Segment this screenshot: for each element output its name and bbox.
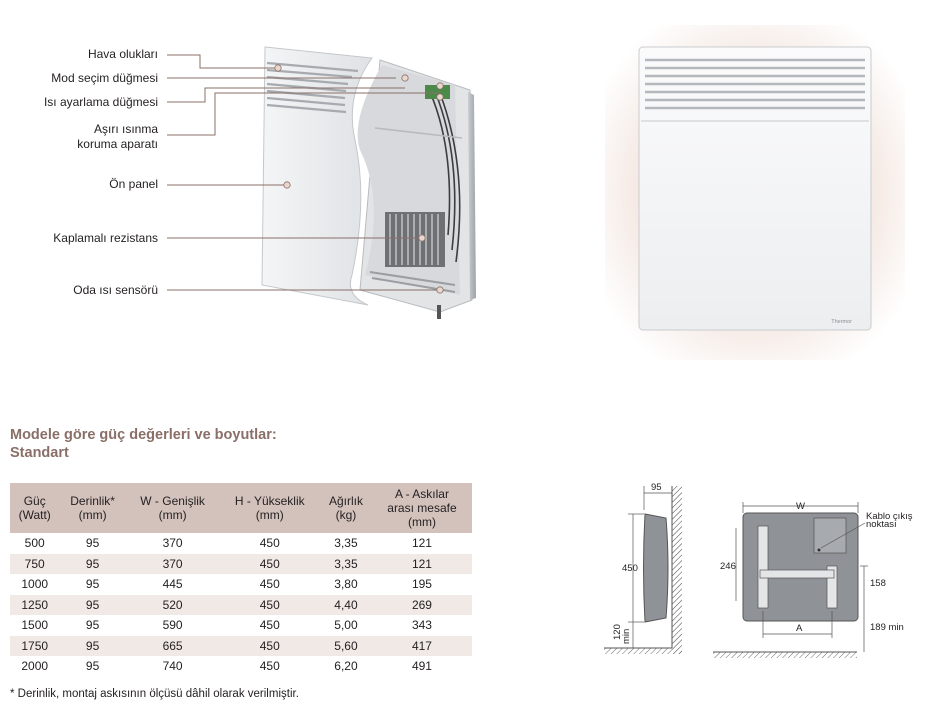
point-mod-secim bbox=[402, 75, 408, 81]
table-cell: 491 bbox=[372, 656, 472, 677]
table-cell: 95 bbox=[59, 574, 125, 595]
label-mod-secim: Mod seçim düğmesi bbox=[51, 71, 158, 85]
column-header-line: (Watt) bbox=[18, 508, 51, 522]
table-cell: 195 bbox=[372, 574, 472, 595]
front-louvers bbox=[645, 60, 865, 108]
column-header bbox=[59, 483, 125, 533]
table-row bbox=[10, 574, 472, 595]
floor-min-label: 120 bbox=[612, 624, 623, 640]
table-cell: 740 bbox=[126, 656, 220, 677]
table-row bbox=[10, 554, 472, 575]
table-cell: 500 bbox=[10, 533, 59, 554]
depth-label: 95 bbox=[651, 482, 662, 493]
label-asiri-isinma-line1: Aşırı ısınma bbox=[93, 122, 158, 136]
column-header-line: W - Genişlik bbox=[140, 494, 205, 508]
table-cell: 445 bbox=[126, 574, 220, 595]
label-asiri-isinma bbox=[77, 122, 158, 152]
point-asiri-isinma bbox=[437, 94, 443, 100]
table-cell: 95 bbox=[59, 554, 125, 575]
spec-table bbox=[10, 483, 472, 677]
column-header-line: H - Yükseklik bbox=[234, 494, 305, 508]
label-isi-ayarlama: Isı ayarlama düğmesi bbox=[43, 95, 158, 109]
table-cell: 1000 bbox=[10, 574, 59, 595]
cutaway-illustration bbox=[0, 0, 500, 330]
column-header bbox=[372, 483, 472, 533]
column-header-line: arası mesafe bbox=[387, 501, 457, 515]
table-cell: 6,20 bbox=[320, 656, 372, 677]
table-cell: 520 bbox=[126, 595, 220, 616]
table-cell: 1500 bbox=[10, 615, 59, 636]
point-rezistans bbox=[419, 235, 425, 241]
table-cell: 4,40 bbox=[320, 595, 372, 616]
table-cell: 450 bbox=[219, 656, 320, 677]
label-on-panel: Ön panel bbox=[109, 177, 158, 191]
bottom-min-label: 189 min bbox=[870, 622, 904, 633]
table-row bbox=[10, 636, 472, 657]
table-cell: 450 bbox=[219, 554, 320, 575]
table-cell: 417 bbox=[372, 636, 472, 657]
column-header-line: (kg) bbox=[335, 508, 357, 522]
height-label: 450 bbox=[622, 563, 638, 574]
a-label: A bbox=[796, 623, 803, 634]
point-sensor bbox=[437, 287, 443, 293]
table-cell: 450 bbox=[219, 636, 320, 657]
table-cell: 95 bbox=[59, 533, 125, 554]
table-cell: 95 bbox=[59, 636, 125, 657]
table-row bbox=[10, 533, 472, 554]
section-title-line: Modele göre güç değerleri ve boyutlar: bbox=[10, 427, 277, 443]
table-cell: 590 bbox=[126, 615, 220, 636]
label-oda-isi-sensoru: Oda ısı sensörü bbox=[73, 283, 158, 297]
column-header-line: Ağırlık bbox=[328, 494, 363, 508]
column-header-line: (mm) bbox=[407, 515, 436, 529]
column-header-line: (mm) bbox=[158, 508, 187, 522]
table-row bbox=[10, 615, 472, 636]
table-cell: 5,60 bbox=[320, 636, 372, 657]
column-header-line: Güç bbox=[23, 494, 46, 508]
cable-height-label: 158 bbox=[870, 578, 886, 589]
width-label: W bbox=[796, 501, 805, 512]
column-header-line: (mm) bbox=[255, 508, 284, 522]
footnote: * Derinlik, montaj askısının ölçüsü dâhil olarak verilmiştir. bbox=[10, 688, 299, 700]
label-kaplamali-rezistans: Kaplamalı rezistans bbox=[53, 231, 158, 245]
table-cell: 370 bbox=[126, 533, 220, 554]
table-cell: 370 bbox=[126, 554, 220, 575]
table-body bbox=[10, 533, 472, 677]
table-cell: 3,35 bbox=[320, 533, 372, 554]
section-title bbox=[10, 426, 277, 462]
table-row bbox=[10, 656, 472, 677]
table-cell: 95 bbox=[59, 595, 125, 616]
label-hava-oluklari: Hava olukları bbox=[87, 47, 158, 61]
column-header bbox=[10, 483, 59, 533]
column-header-line: (mm) bbox=[78, 508, 107, 522]
table-cell: 95 bbox=[59, 656, 125, 677]
floor-min-unit: min bbox=[621, 628, 632, 644]
dimension-diagram bbox=[600, 478, 920, 663]
table-cell: 5,00 bbox=[320, 615, 372, 636]
table-cell: 1750 bbox=[10, 636, 59, 657]
cable-label-line1: Kablo çıkış bbox=[866, 511, 913, 522]
table-cell: 450 bbox=[219, 595, 320, 616]
table-cell: 750 bbox=[10, 554, 59, 575]
table-cell: 450 bbox=[219, 533, 320, 554]
section-subtitle: Standart bbox=[10, 445, 69, 461]
hanger-height-label: 246 bbox=[720, 561, 736, 572]
side-view bbox=[604, 482, 682, 654]
column-header bbox=[126, 483, 220, 533]
point-isi-ayarlama bbox=[437, 83, 443, 89]
label-asiri-isinma-line2: koruma aparatı bbox=[77, 137, 158, 151]
table-cell: 121 bbox=[372, 533, 472, 554]
table-cell: 343 bbox=[372, 615, 472, 636]
column-header-line: A - Askılar bbox=[394, 487, 449, 501]
column-header bbox=[219, 483, 320, 533]
table-cell: 121 bbox=[372, 554, 472, 575]
table-cell: 665 bbox=[126, 636, 220, 657]
table-cell: 450 bbox=[219, 574, 320, 595]
table-cell: 1250 bbox=[10, 595, 59, 616]
table-row bbox=[10, 595, 472, 616]
table-cell: 2000 bbox=[10, 656, 59, 677]
table-header-row bbox=[10, 483, 472, 533]
table-cell: 3,80 bbox=[320, 574, 372, 595]
table-cell: 3,35 bbox=[320, 554, 372, 575]
rear-view bbox=[713, 501, 913, 658]
table-cell: 269 bbox=[372, 595, 472, 616]
heater-front-photo bbox=[605, 25, 905, 360]
column-header-line: Derinlik* bbox=[70, 494, 115, 508]
cable-label-line2: noktası bbox=[866, 519, 897, 530]
brand-logo: Thermor bbox=[831, 319, 852, 325]
point-hava-oluklari bbox=[275, 65, 281, 71]
table-cell: 95 bbox=[59, 615, 125, 636]
point-on-panel bbox=[284, 182, 290, 188]
table-cell: 450 bbox=[219, 615, 320, 636]
column-header bbox=[320, 483, 372, 533]
